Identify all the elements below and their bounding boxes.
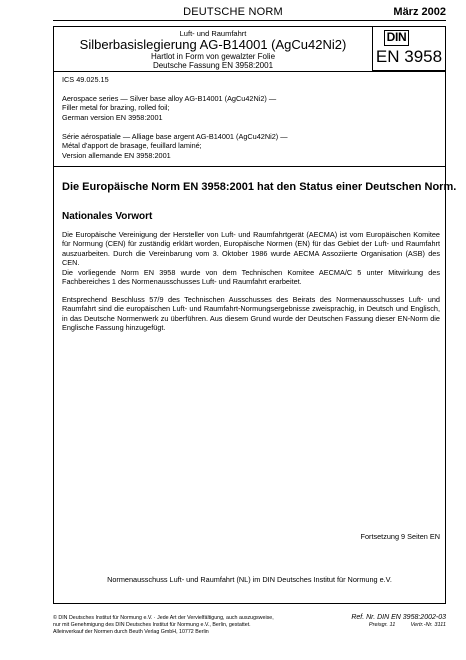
standard-number: EN 3958 [375, 47, 443, 66]
document-type-header: DEUTSCHE NORM [183, 6, 283, 18]
continuation-note: Fortsetzung 9 Seiten EN [360, 532, 440, 541]
standard-title: Silberbasislegierung AG-B14001 (AgCu42Ni2) [79, 37, 347, 52]
header-rule [53, 20, 446, 21]
din-logo: DIN [384, 30, 409, 46]
vorwort-paragraph-1: Die Europäische Vereinigung der Hersteller von Luft- und Raumfahrtgerät (AECMA) ist vom Europäischen Komitee für Normung (CEN) für zuständig erklärt worden, Europäische Normen (EN) für das Gebiet der Luft- und Raumfahrt auszuarbeiten. Durch die Vereinbarung vom 3. Oktober 1986 wurde AECMA Assoziierte Organisation (ASB) des CEN. [62, 230, 440, 268]
standard-subtitle: Hartlot in Form von gewalzter Folie [150, 52, 276, 61]
title-divider [53, 71, 446, 72]
english-title-line: Aerospace series — Silver base alloy AG-B14001 (AgCu42Ni2) — [62, 94, 277, 103]
copyright-footer [53, 615, 313, 636]
sales-line: Alleinverkauf der Normen durch Beuth Verlag GmbH, 10772 Berlin [53, 629, 209, 636]
french-title [62, 132, 440, 160]
title-block [54, 27, 372, 70]
version-label: Deutsche Fassung EN 3958:2001 [152, 61, 274, 70]
french-title-line: Métal d'apport de brasage, feuillard laminé; [62, 141, 202, 151]
price-and-contract [300, 622, 446, 629]
committee-line: Normenausschuss Luft- und Raumfahrt (NL) im DIN Deutsches Institut für Normung e.V. [107, 575, 392, 584]
english-title-line: Filler metal for brazing, rolled foil; [62, 103, 170, 113]
field-label: Luft- und Raumfahrt [179, 29, 247, 38]
copyright-line: © DIN Deutsches Institut für Normung e.V. · Jede Art der Vervielfältigung, auch auszugsweise, [53, 615, 274, 621]
price-group: Preisgr. 11 [368, 621, 396, 628]
vorwort-paragraph-3: Entsprechend Beschluss 57/9 des Technischen Ausschusses des Beirats des Normenausschusses Luft- und Raumfahrt sind die europäischen Luft- und Raumfahrt-Normungsergebnisse zweisprachig, in Deutsch und Englisch, in das Deutsche Normenwerk zu überführen. Aus diesem Grund wurde der Deutschen Fassung dieser EN-Norm die Englische Fassung hinzugefügt. [62, 295, 440, 333]
vorwort-heading: Nationales Vorwort [62, 211, 153, 222]
reference-footer [300, 615, 446, 628]
copyright-line: nur mit Genehmigung des DIN Deutsches Institut für Normung e.V., Berlin, gestattet. [53, 621, 251, 628]
french-title-line: Série aérospatiale — Alliage base argent AG-B14001 (AgCu42Ni2) — [62, 132, 288, 141]
publication-date: März 2002 [393, 6, 446, 18]
contract-number: Vertr.-Nr. 3111 [410, 621, 446, 628]
english-title [62, 94, 440, 122]
vorwort-paragraph-2: Die vorliegende Norm EN 3958 wurde von dem Technischen Komitee AECMA/C 5 unter Mitwirkung des Fachbereiches 1 des Normenausschusses Luft- und Raumfahrt erarbeitet. [62, 268, 440, 287]
ics-code: ICS 49.025.15 [62, 75, 109, 84]
reference-number: Ref. Nr. DIN EN 3958:2002-03 [351, 614, 446, 621]
status-statement: Die Europäische Norm EN 3958:2001 hat den Status einer Deutschen Norm. [62, 181, 457, 193]
section-divider [53, 166, 446, 167]
english-title-line: German version EN 3958:2001 [62, 112, 163, 122]
french-title-line: Version allemande EN 3958:2001 [62, 150, 171, 160]
